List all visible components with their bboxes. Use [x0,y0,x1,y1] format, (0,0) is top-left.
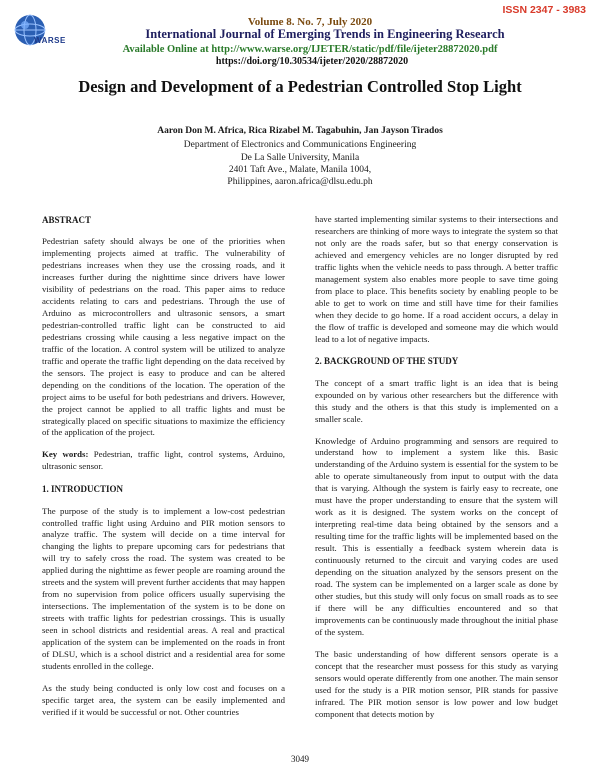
background-paragraph-2: Knowledge of Arduino programming and sensors are required to understand how to implement a system like this. Basic understanding of the Arduino system is essential for the system to be able to operate simultaneously from input to output with the data that is varying. Although the system is fairly easy to recreate, one must have the proper understanding to ensure that the system will work as it is designed. The system works on the concept of interpreting real-time data being obtained by the sensors and a resulting time for the traffic lights will be implemented based on the result. This is essentially a feedback system wherein data is continuously returned to the circuit and varying codes are used depending on the situation analyzed by the sensors present on the road. The system can be implemented on a larger scale as done by other studies, but this study will only focus on small roads as to see if there will be any difficulties encountered and so that improvements can be continuously made throughout the initial phase of the system. [315,435,558,637]
introduction-paragraph-1: The purpose of the study is to implement a low-cost pedestrian controlled traffic light using Arduino and PIR motion sensors to analyze traffic. The system will decide on a time interval for changing the lights to prepare upcoming cars for pedestrians that will try to safely cross the road. The system was created to be applied during the nighttime as fewer people are roaming around the streets and the system will prevent further accidents that may happen from no supervision from police officers usually supervising the intersections. The implementation of the system is to be done on streets with traffic lights for pedestrian crossings. This is usually seen in school districts and residential areas. A real and practical application of the system can be implemented on the roads in front of DLSU, which is a school district and a residential area for some students enrolled in the college. [42,505,285,671]
introduction-heading: 1. INTRODUCTION [42,484,124,495]
keywords [42,449,285,473]
affiliation-department: Department of Electronics and Communications Engineering [183,140,417,150]
abstract-text: Pedestrian safety should always be one of the priorities when implementing projects aimed at traffic. The vulnerability of pedestrians increases when they use the crossing roads, and it increases further during the nighttime since drivers have lower visibility of pedestrians on the road. This paper aims to reduce accidents relating to cars and pedestrians. Through the use of Arduino as microcontrollers and ultrasonic sensors, a smart pedestrian-controlled traffic light can be constructed to aid pedestrians crossing while causing a less negative impact on the traffic of the location. A control system will be utilized to analyze traffic and operate the traffic light depending on the data received by the sensors. The project is easy to produce and can be altered depending on the conditions of the location. The operation of the project aims to be useful for both pedestrians and drivers. However, the project cannot be applied to all traffic lights and must be strategically placed on specific situations to maximize the efficiency of the application of the project. [42,236,285,438]
logo-text: WARSE [34,36,66,45]
volume-line: Volume 8. No. 7, July 2020 [247,16,373,28]
issn-label: ISSN 2347 - 3983 [502,4,586,16]
left-column [42,214,285,729]
background-heading: 2. BACKGROUND OF THE STUDY [315,356,459,367]
background-paragraph-3: The basic understanding of how different sensors operate is a concept that the researcher must possess for this study as varying sensors would operate differently from one another. The main sensor used for the study is a PIR motion sensor, PIR stands for passive infrared. The PIR motion sensor is low power and low budget component that detects motion by [315,648,558,719]
keywords-text: Pedestrian, traffic light, control systems, Arduino, ultrasonic sensor. [42,449,286,472]
introduction-paragraph-3: have started implementing similar systems to their intersections and researchers are thinking of more ways to integrate the system so that not only are the roads safer, but so that energy conservation is achieved and emergency vehicles are no longer disrupted by red traffic lights when the vehicle needs to pass through. A better traffic management system also enables more people to save time going from place to place. This benefits society by enabling people to be able to get to work on time and still have time for their families when they decide to go home. If a road accident occurs, a delay in the flow of traffic is developed and someone may die which would lead to a lot of negative impacts. [315,214,558,344]
doi-link[interactable]: https://doi.org/10.30534/ijeter/2020/28872020 [215,56,409,67]
introduction-paragraph-2: As the study being conducted is only low cost and focuses on a specific target area, the system can be easily implemented and verified if it would be successful or not. Other countries [42,682,285,717]
right-column [315,214,558,730]
paper-title: Design and Development of a Pedestrian Controlled Stop Light [78,77,522,96]
available-online-link[interactable]: Available Online at http://www.warse.org/IJETER/static/pdf/file/ijeter28872020.pdf [122,44,498,55]
authors: Aaron Don M. Africa, Rica Rizabel M. Tagabuhin, Jan Jayson Tirados [157,126,443,136]
page-number: 3049 [291,754,309,764]
affiliation-address: 2401 Taft Ave., Malate, Manila 1004, [228,165,372,175]
affiliation-email: Philippines, aaron.africa@dlsu.edu.ph [227,177,373,187]
keywords-label: Key words: [42,449,89,460]
background-paragraph-1: The concept of a smart traffic light is an idea that is being expounded on by various other researchers but the difference with this study and the others is that this study is implemented on a smaller scale. [315,377,558,424]
affiliation-university: De La Salle University, Manila [240,153,360,163]
abstract-heading: ABSTRACT [42,215,92,225]
journal-title: International Journal of Emerging Trends in Engineering Research [145,27,505,41]
